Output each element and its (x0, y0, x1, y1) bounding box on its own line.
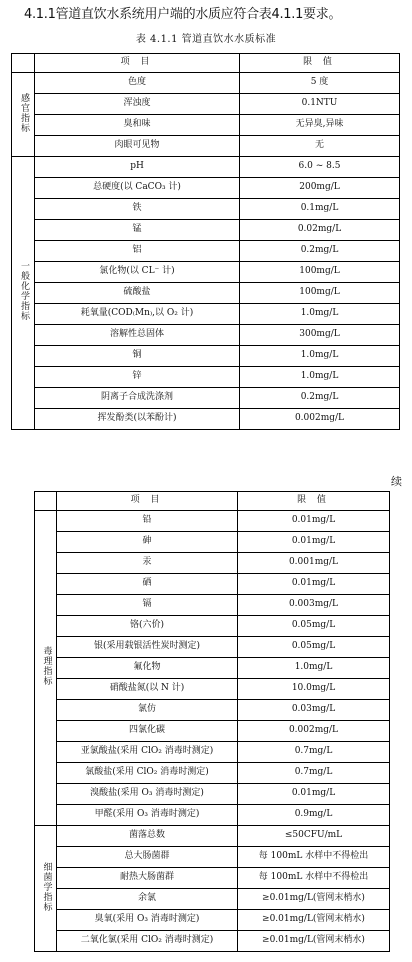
table-row (35, 742, 390, 763)
limit-cell: 0.7mg/L (238, 742, 390, 763)
table-row (12, 199, 400, 220)
item-cell: 溴酸盐(采用 O₃ 消毒时测定) (57, 784, 238, 805)
header-category-cell (35, 492, 57, 511)
limit-cell: 0.002mg/L (240, 409, 400, 430)
water-quality-table-part2 (34, 491, 390, 952)
table-row (12, 220, 400, 241)
table-row (35, 637, 390, 658)
limit-cell: 0.003mg/L (238, 595, 390, 616)
item-cell: 总硬度(以 CaCO₃ 计) (35, 178, 240, 199)
header-category-cell (12, 54, 35, 73)
continued-label: 续 (391, 475, 402, 488)
item-cell: 铝 (35, 241, 240, 262)
limit-cell: 0.7mg/L (238, 763, 390, 784)
table-row (35, 931, 390, 952)
item-cell: 氯化物(以 CL⁻ 计) (35, 262, 240, 283)
table-row (35, 658, 390, 679)
item-cell: pH (35, 157, 240, 178)
category-cell (12, 73, 35, 157)
category-label: 一般化学指标 (18, 261, 29, 322)
item-cell: 铜 (35, 346, 240, 367)
item-cell: 铁 (35, 199, 240, 220)
limit-cell: 1.0mg/L (240, 346, 400, 367)
table-row (12, 115, 400, 136)
item-cell: 汞 (57, 553, 238, 574)
table-row (12, 367, 400, 388)
table-row (35, 511, 390, 532)
table-row (12, 346, 400, 367)
item-cell: 臭氧(采用 O₃ 消毒时测定) (57, 910, 238, 931)
water-quality-table-part1 (11, 53, 400, 430)
table-row (12, 136, 400, 157)
limit-cell: 0.03mg/L (238, 700, 390, 721)
item-cell: 浑浊度 (35, 94, 240, 115)
item-cell: 肉眼可见物 (35, 136, 240, 157)
limit-cell: 0.01mg/L (238, 511, 390, 532)
limit-cell: 每 100mL 水样中不得检出 (238, 868, 390, 889)
table-row (12, 94, 400, 115)
table-row (12, 409, 400, 430)
item-cell: 耗氧量(COD₍Mn₎,以 O₂ 计) (35, 304, 240, 325)
item-cell: 二氧化氯(采用 ClO₂ 消毒时测定) (57, 931, 238, 952)
item-cell: 砷 (57, 532, 238, 553)
table-row (35, 721, 390, 742)
limit-cell: 100mg/L (240, 283, 400, 304)
table-caption: 表 4.1.1 管道直饮水水质标准 (135, 34, 277, 45)
header-row (12, 54, 400, 73)
limit-cell: 0.002mg/L (238, 721, 390, 742)
item-cell: 四氯化碳 (57, 721, 238, 742)
item-cell: 银(采用载银活性炭时测定) (57, 637, 238, 658)
table-row (35, 805, 390, 826)
item-cell: 总大肠菌群 (57, 847, 238, 868)
item-cell: 氯酸盐(采用 ClO₂ 消毒时测定) (57, 763, 238, 784)
limit-cell: 0.2mg/L (240, 388, 400, 409)
header-item: 项 目 (35, 54, 240, 73)
item-cell: 耐热大肠菌群 (57, 868, 238, 889)
table-row (35, 574, 390, 595)
table-row (35, 763, 390, 784)
limit-cell: 200mg/L (240, 178, 400, 199)
item-cell: 铬(六价) (57, 616, 238, 637)
table-row (12, 178, 400, 199)
table-row (35, 784, 390, 805)
limit-cell: 300mg/L (240, 325, 400, 346)
limit-cell: 0.01mg/L (238, 574, 390, 595)
item-cell: 菌落总数 (57, 826, 238, 847)
limit-cell: 0.1mg/L (240, 199, 400, 220)
table-row (35, 616, 390, 637)
limit-cell: 无异臭,异味 (240, 115, 400, 136)
limit-cell: 0.2mg/L (240, 241, 400, 262)
limit-cell: ≤50CFU/mL (238, 826, 390, 847)
table-row (12, 241, 400, 262)
item-cell: 锰 (35, 220, 240, 241)
table-row (35, 889, 390, 910)
limit-cell: 5 度 (240, 73, 400, 94)
item-cell: 溶解性总固体 (35, 325, 240, 346)
table-row (12, 304, 400, 325)
table1-body (12, 54, 400, 430)
limit-cell: 0.01mg/L (238, 532, 390, 553)
table-row (35, 826, 390, 847)
item-cell: 硒 (57, 574, 238, 595)
table2-body (35, 492, 390, 952)
limit-cell: ≥0.01mg/L(管网末梢水) (238, 910, 390, 931)
item-cell: 氯仿 (57, 700, 238, 721)
category-cell (35, 511, 57, 826)
header-item: 项 目 (57, 492, 238, 511)
limit-cell: 0.1NTU (240, 94, 400, 115)
table-row (35, 868, 390, 889)
limit-cell: 10.0mg/L (238, 679, 390, 700)
limit-cell: 0.9mg/L (238, 805, 390, 826)
item-cell: 甲醛(采用 O₃ 消毒时测定) (57, 805, 238, 826)
item-cell: 挥发酚类(以苯酚计) (35, 409, 240, 430)
item-cell: 锌 (35, 367, 240, 388)
category-cell (12, 157, 35, 430)
limit-cell: 0.01mg/L (238, 784, 390, 805)
category-label: 毒理指标 (41, 646, 52, 687)
table-row (12, 262, 400, 283)
limit-cell: 1.0mg/L (238, 658, 390, 679)
item-cell: 硝酸盐氮(以 N 计) (57, 679, 238, 700)
category-label: 细菌学指标 (41, 861, 52, 912)
item-cell: 阴离子合成洗涤剂 (35, 388, 240, 409)
item-cell: 色度 (35, 73, 240, 94)
item-cell: 铅 (57, 511, 238, 532)
limit-cell: ≥0.01mg/L(管网末梢水) (238, 889, 390, 910)
table-row (35, 595, 390, 616)
item-cell: 氟化物 (57, 658, 238, 679)
item-cell: 亚氯酸盐(采用 ClO₂ 消毒时测定) (57, 742, 238, 763)
item-cell: 硫酸盐 (35, 283, 240, 304)
section-heading: 4.1.1管道直饮水系统用户端的水质应符合表4.1.1要求。 (24, 7, 342, 22)
table-row (35, 847, 390, 868)
item-cell: 臭和味 (35, 115, 240, 136)
item-cell: 余氯 (57, 889, 238, 910)
table-row (12, 157, 400, 178)
limit-cell: 0.05mg/L (238, 637, 390, 658)
limit-cell: 6.0 ~ 8.5 (240, 157, 400, 178)
limit-cell: 每 100mL 水样中不得检出 (238, 847, 390, 868)
header-row (35, 492, 390, 511)
table-row (35, 679, 390, 700)
limit-cell: 0.001mg/L (238, 553, 390, 574)
table-row (35, 910, 390, 931)
limit-cell: ≥0.01mg/L(管网末梢水) (238, 931, 390, 952)
limit-cell: 无 (240, 136, 400, 157)
table-row (12, 73, 400, 94)
table-row (12, 325, 400, 346)
limit-cell: 0.05mg/L (238, 616, 390, 637)
header-limit: 限 值 (240, 54, 400, 73)
table-row (35, 700, 390, 721)
limit-cell: 100mg/L (240, 262, 400, 283)
limit-cell: 1.0mg/L (240, 367, 400, 388)
table-row (35, 553, 390, 574)
table-row (35, 532, 390, 553)
table-row (12, 283, 400, 304)
category-cell (35, 826, 57, 952)
table-row (12, 388, 400, 409)
category-label: 感官指标 (18, 92, 29, 133)
header-limit: 限 值 (238, 492, 390, 511)
limit-cell: 0.02mg/L (240, 220, 400, 241)
limit-cell: 1.0mg/L (240, 304, 400, 325)
item-cell: 镉 (57, 595, 238, 616)
